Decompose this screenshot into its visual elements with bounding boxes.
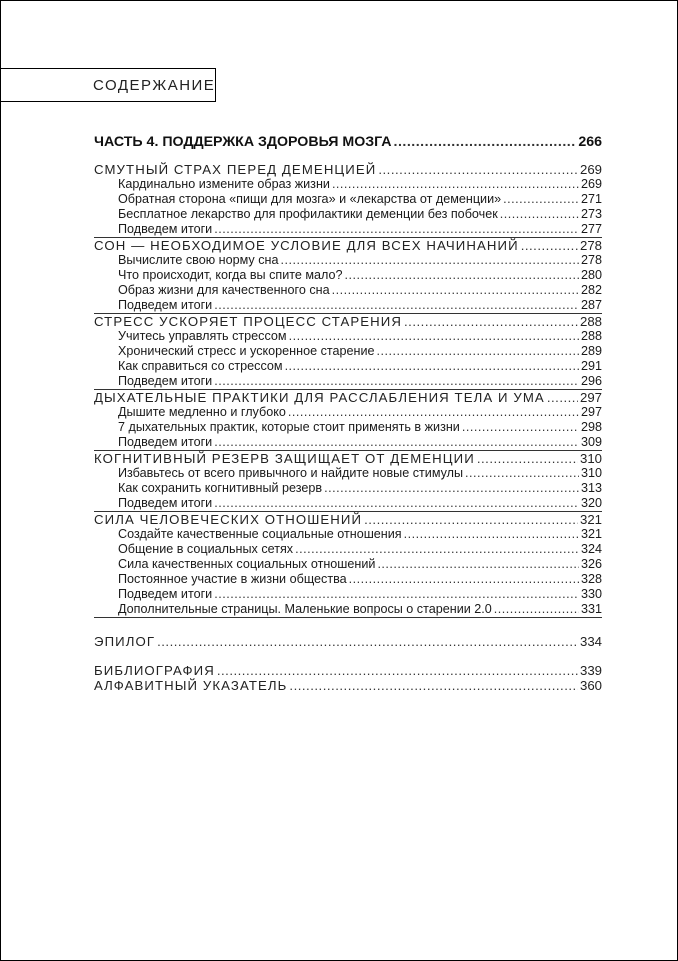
toc-entry[interactable] [94,435,602,450]
dot-leader [214,374,579,389]
chapter-title: СИЛА ЧЕЛОВЕЧЕСКИХ ОТНОШЕНИЙ [94,512,363,527]
dot-leader [377,344,579,359]
dot-leader [503,192,579,207]
page-number: 297 [580,405,602,419]
chapter-title: СМУТНЫЙ СТРАХ ПЕРЕД ДЕМЕНЦИЕЙ [94,162,377,177]
toc-entry[interactable] [94,253,602,268]
part-label: ЧАСТЬ 4. ПОДДЕРЖКА ЗДОРОВЬЯ МОЗГА [94,134,392,150]
page-number: 287 [580,298,602,312]
entry-title: Как справиться со стрессом [118,359,283,373]
toc-entry[interactable] [94,298,602,313]
page-number: 271 [580,192,602,206]
page-number: 291 [580,359,602,373]
chapter-entry[interactable] [94,451,602,466]
page-number: 269 [579,162,602,177]
dot-leader [289,678,578,693]
toc-entry[interactable] [94,572,602,587]
toc-entry[interactable] [94,481,602,496]
entry-title: Постоянное участие в жизни общества [118,572,347,586]
page-number: 296 [580,374,602,388]
toc-entry[interactable] [94,329,602,344]
dot-leader [465,466,579,481]
page-number: 331 [580,602,602,616]
dot-leader [280,253,579,268]
dot-leader [214,496,579,511]
entry-title: Дополнительные страницы. Маленькие вопросы о старении 2.0 [118,602,492,616]
page-number: 328 [580,572,602,586]
dot-leader [494,602,579,617]
page-number: 297 [579,390,602,405]
dot-leader [214,435,579,450]
page-number: 278 [579,238,602,253]
toc-entry[interactable] [94,557,602,572]
page-number: 326 [580,557,602,571]
dot-leader [377,557,579,572]
entry-title: Общение в социальных сетях [118,542,294,556]
toc-entry[interactable] [94,177,602,192]
dot-leader [214,587,579,602]
chapter-entry[interactable] [94,314,602,329]
page-number: 277 [580,222,602,236]
page-number: 310 [580,466,602,480]
toc-entry[interactable] [94,359,602,374]
page-number: 278 [580,253,602,267]
chapter-group-1 [94,162,602,238]
chapter-group-4 [94,390,602,451]
toc-entry[interactable] [94,207,602,222]
page-number: 288 [579,314,602,329]
dot-leader [345,268,579,283]
contents-header [0,68,216,102]
dot-leader [462,420,579,435]
toc-entry[interactable] [94,466,602,481]
chapter-group-2 [94,238,602,314]
dot-leader [521,238,578,253]
page-number: 282 [580,283,602,297]
toc-entry[interactable] [94,283,602,298]
entry-title: Сила качественных социальных отношений [118,557,376,571]
toc-entry[interactable] [94,527,602,542]
page-number: 320 [580,496,602,510]
entry-title: Дышите медленно и глубоко [118,405,286,419]
epilogue-entry[interactable] [94,634,602,649]
dot-leader [404,314,578,329]
chapter-entry[interactable] [94,162,602,177]
dot-leader [547,390,578,405]
toc-entry[interactable] [94,344,602,359]
bibliography-entry[interactable] [94,663,602,678]
chapter-title: СТРЕСС УСКОРЯЕТ ПРОЦЕСС СТАРЕНИЯ [94,314,403,329]
page-number: 324 [580,542,602,556]
entry-title: Бесплатное лекарство для профилактики деменции без побочек [118,207,498,221]
chapter-group-5 [94,451,602,512]
entry-title: Образ жизни для качественного сна [118,283,330,297]
page-number: 313 [580,481,602,495]
entry-title: Подведем итоги [118,298,213,312]
dot-leader [289,329,579,344]
entry-title: БИБЛИОГРАФИЯ [94,663,215,678]
dot-leader [157,634,578,649]
dot-leader [477,451,578,466]
toc-entry[interactable] [94,420,602,435]
page-number: 321 [579,512,602,527]
chapter-entry[interactable] [94,238,602,253]
toc-entry[interactable] [94,602,602,617]
entry-title: Создайте качественные социальные отношения [118,527,402,541]
dot-leader [285,359,579,374]
entry-title: Кардинально измените образ жизни [118,177,330,191]
entry-title: Подведем итоги [118,587,213,601]
dot-leader [404,527,579,542]
toc-entry[interactable] [94,587,602,602]
page-number: 288 [580,329,602,343]
page-number: 330 [580,587,602,601]
dot-leader [332,177,579,192]
dot-leader [214,222,579,237]
page-number: 273 [580,207,602,221]
toc-entry[interactable] [94,374,602,389]
page-number: 321 [580,527,602,541]
entry-title: Как сохранить когнитивный резерв [118,481,323,495]
dot-leader [394,129,577,155]
page-number: 289 [580,344,602,358]
page-number: 339 [579,663,602,678]
page-number: 269 [580,177,602,191]
chapter-title: СОН — НЕОБХОДИМОЕ УСЛОВИЕ ДЛЯ ВСЕХ НАЧИНАНИЙ [94,238,519,253]
entry-title: Учитесь управлять стрессом [118,329,287,343]
entry-title: Обратная сторона «пищи для мозга» и «лекарства от деменции» [118,192,502,206]
contents-title: СОДЕРЖАНИЕ [93,76,216,94]
toc-entry[interactable] [94,405,602,420]
entry-title: Что происходит, когда вы спите мало? [118,268,343,282]
part-heading[interactable] [94,129,602,155]
chapter-group-6 [94,512,602,618]
entry-title: АЛФАВИТНЫЙ УКАЗАТЕЛЬ [94,678,288,693]
entry-title: Хронический стресс и ускоренное старение [118,344,375,358]
toc-entry[interactable] [94,192,602,207]
entry-title: ЭПИЛОГ [94,634,156,649]
chapter-entry[interactable] [94,512,602,527]
toc-entry[interactable] [94,496,602,511]
entry-title: Подведем итоги [118,374,213,388]
page-number: 360 [579,678,602,693]
chapter-title: КОГНИТИВНЫЙ РЕЗЕРВ ЗАЩИЩАЕТ ОТ ДЕМЕНЦИИ [94,451,475,466]
dot-leader [364,512,578,527]
dot-leader [332,283,579,298]
entry-title: 7 дыхательных практик, которые стоит применять в жизни [118,420,460,434]
table-of-contents [94,129,602,693]
entry-title: Подведем итоги [118,496,213,510]
dot-leader [500,207,579,222]
entry-title: Подведем итоги [118,222,213,236]
page-number: 309 [580,435,602,449]
dot-leader [295,542,579,557]
chapter-title: ДЫХАТЕЛЬНЫЕ ПРАКТИКИ ДЛЯ РАССЛАБЛЕНИЯ ТЕЛА И УМА [94,390,545,405]
dot-leader [288,405,579,420]
page-number: 298 [580,420,602,434]
dot-leader [349,572,579,587]
dot-leader [214,298,579,313]
dot-leader [324,481,579,496]
toc-entry[interactable] [94,268,602,283]
entry-title: Вычислите свою норму сна [118,253,279,267]
toc-entry[interactable] [94,542,602,557]
dot-leader [217,663,578,678]
page-number: 334 [579,634,602,649]
toc-entry[interactable] [94,222,602,237]
entry-title: Подведем итоги [118,435,213,449]
dot-leader [378,162,578,177]
page-number: 280 [580,268,602,282]
chapter-entry[interactable] [94,390,602,405]
chapter-group-3 [94,314,602,390]
entry-title: Избавьтесь от всего привычного и найдите новые стимулы [118,466,464,480]
page-number: 266 [578,134,602,150]
page-number: 310 [579,451,602,466]
index-entry[interactable] [94,678,602,693]
